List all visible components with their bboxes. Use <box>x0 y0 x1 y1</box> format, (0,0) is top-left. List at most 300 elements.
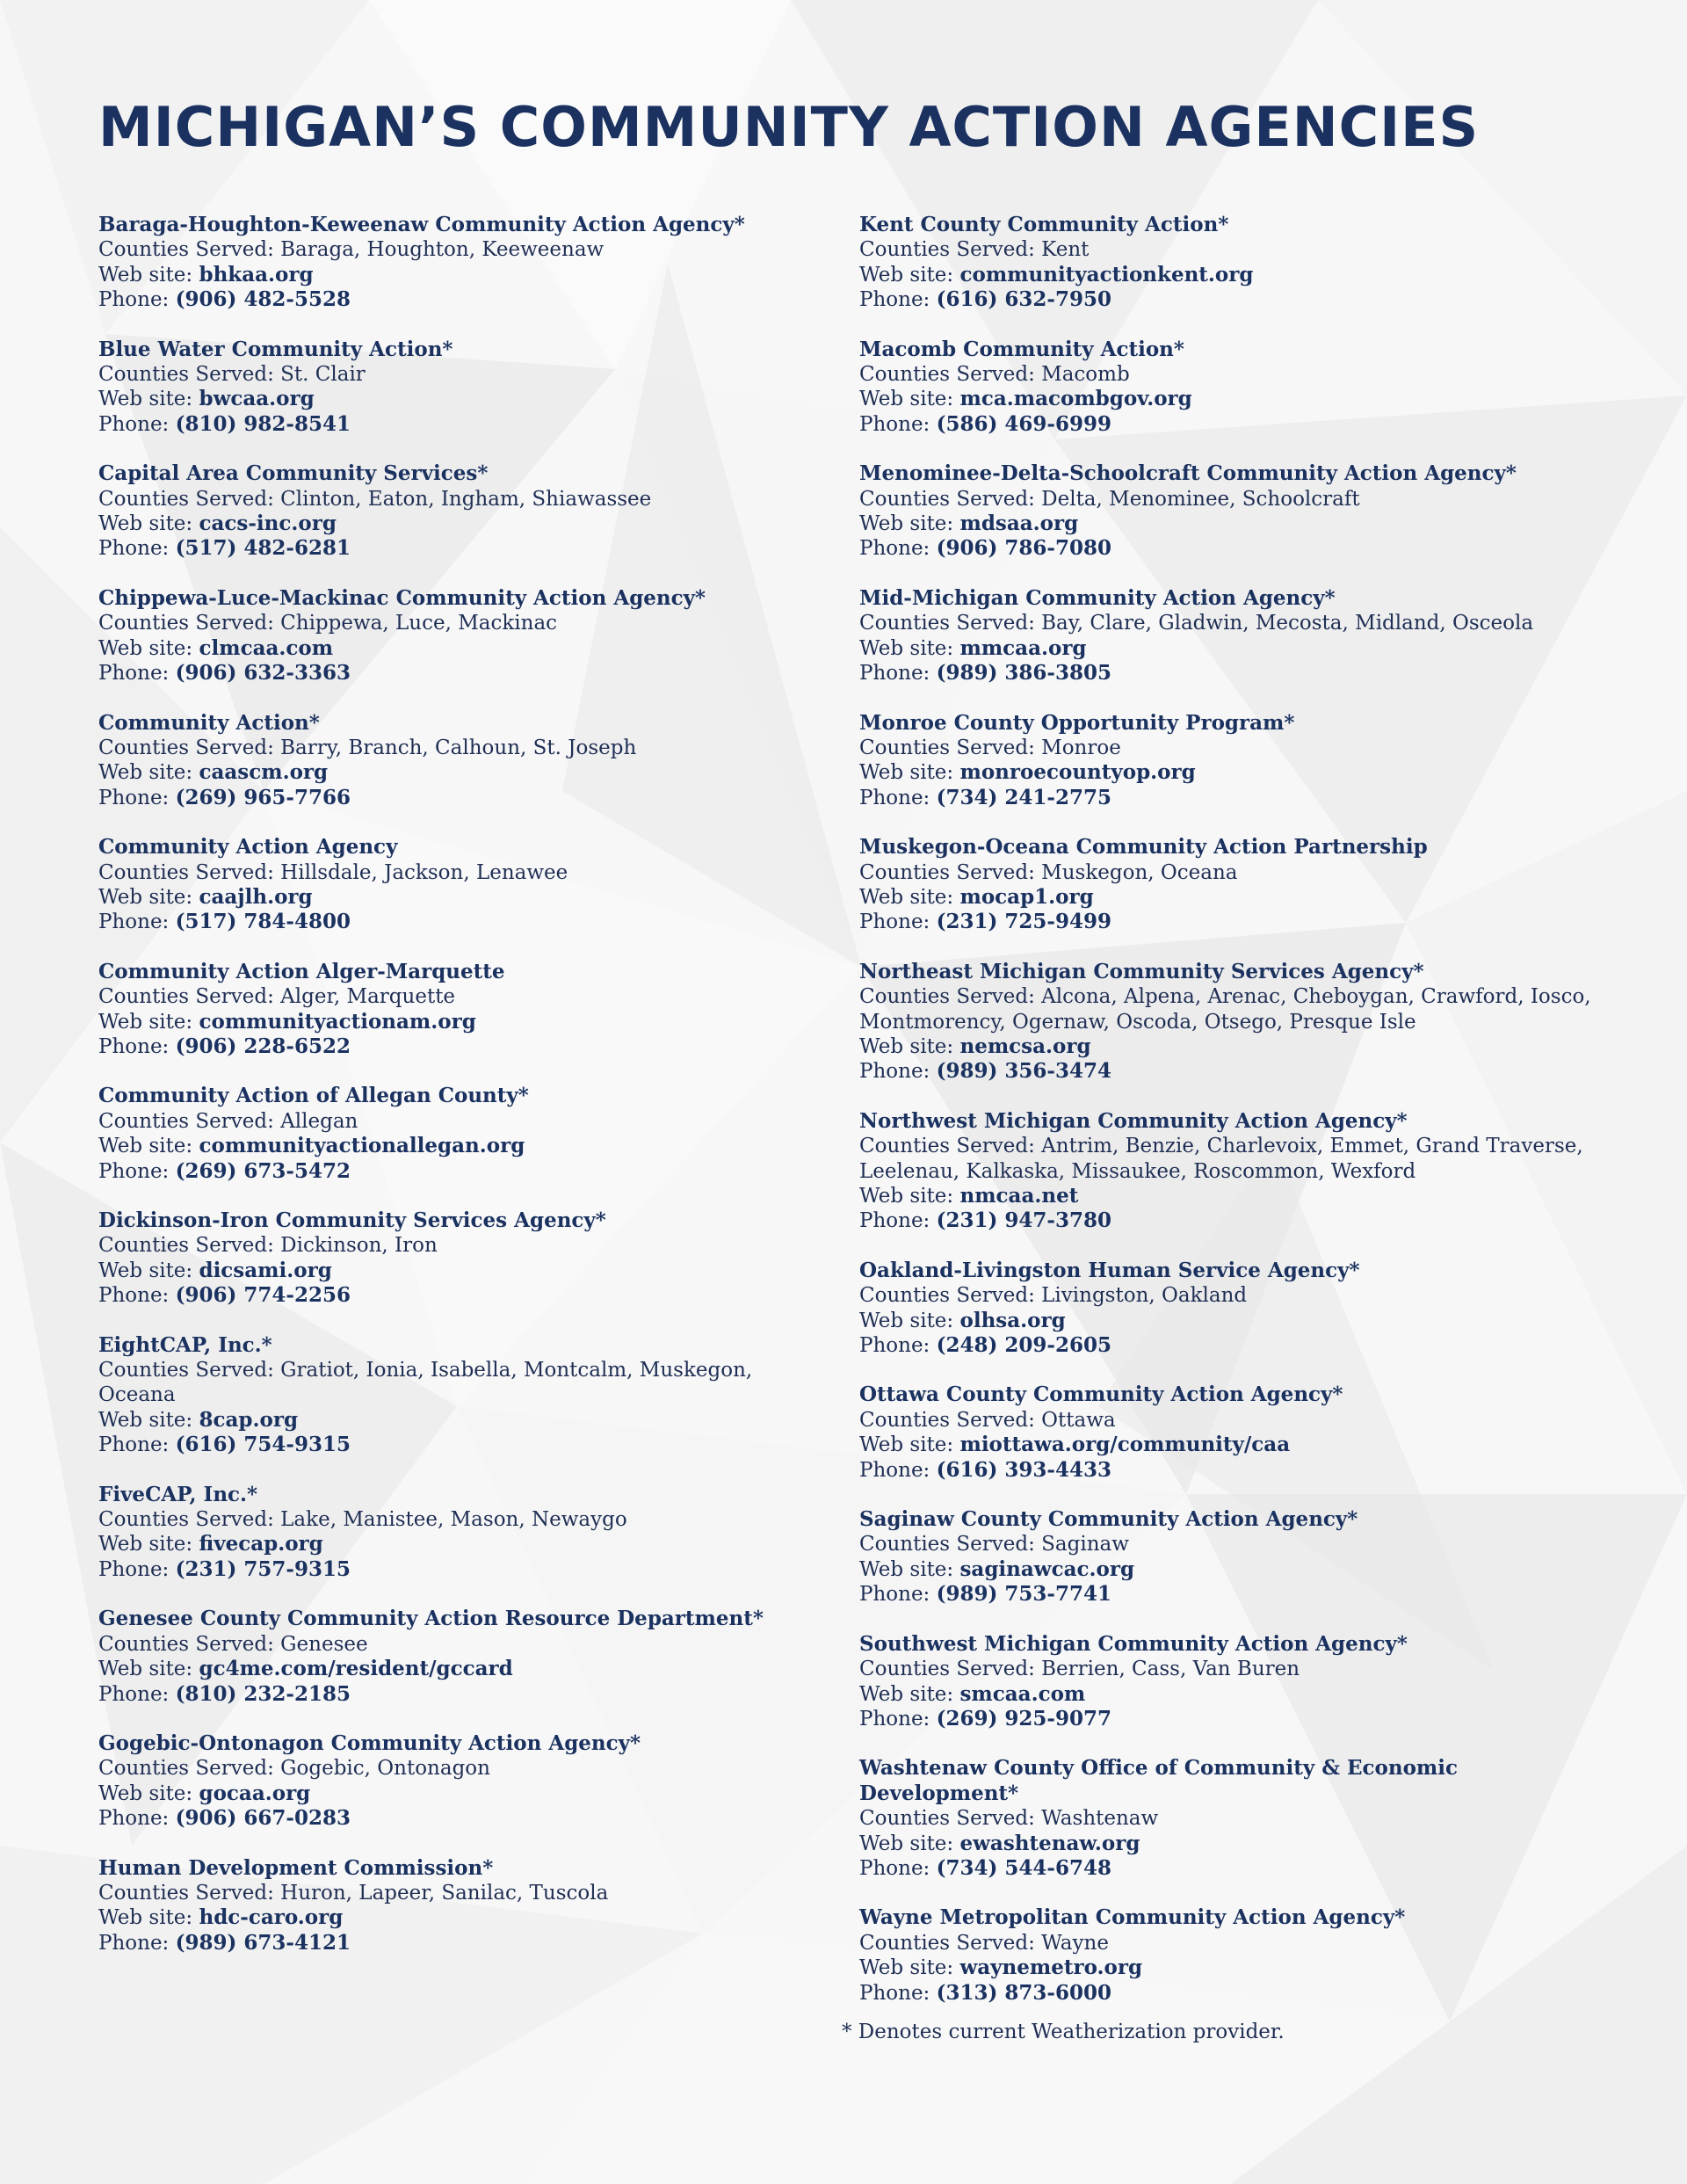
website-label: Web site: <box>859 1034 960 1058</box>
agency-name: Capital Area Community Services* <box>98 461 489 486</box>
agency-entry <box>98 1084 801 1184</box>
website-line <box>859 1832 1615 1856</box>
phone-number: (586) 469-6999 <box>936 411 1111 436</box>
agency-entry <box>859 461 1615 562</box>
counties-served-value: Berrien, Cass, Van Buren <box>1041 1658 1300 1681</box>
agency-name: Human Development Commission* <box>98 1855 494 1880</box>
phone-number: (231) 725-9499 <box>936 910 1111 934</box>
counties-served-line <box>859 1134 1615 1184</box>
agency-name: Kent County Community Action* <box>859 213 1229 236</box>
website-link[interactable]: saginawcac.org <box>959 1556 1135 1581</box>
website-label: Web site: <box>859 512 960 536</box>
counties-served-label: Counties Served: <box>98 1359 281 1382</box>
counties-served-value: Gogebic, Ontonagon <box>280 1757 490 1781</box>
agency-name: Dickinson-Iron Community Services Agency* <box>98 1208 606 1232</box>
agency-entry <box>859 1259 1615 1359</box>
phone-label: Phone: <box>859 786 937 809</box>
counties-served-line <box>98 487 801 512</box>
phone-line <box>98 1806 801 1831</box>
counties-served-label: Counties Served: <box>859 363 1042 387</box>
phone-number: (810) 982-8541 <box>175 411 351 436</box>
agency-name: Community Action Agency <box>98 835 398 860</box>
agency-entry <box>98 711 801 811</box>
counties-served-label: Counties Served: <box>859 238 1042 262</box>
counties-served-label: Counties Served: <box>859 487 1042 511</box>
phone-label: Phone: <box>859 412 937 436</box>
phone-label: Phone: <box>859 288 937 312</box>
website-link[interactable]: bhkaa.org <box>199 262 314 287</box>
website-line <box>98 1408 801 1433</box>
counties-served-line <box>98 1632 801 1657</box>
phone-label: Phone: <box>859 1583 937 1607</box>
phone-number: (906) 774-2256 <box>175 1283 351 1308</box>
counties-served-label: Counties Served: <box>98 487 281 511</box>
agency-entry <box>98 1483 801 1583</box>
phone-number: (906) 667-0283 <box>175 1806 351 1831</box>
phone-line <box>859 1208 1615 1233</box>
phone-line <box>98 786 801 810</box>
website-link[interactable]: caajlh.org <box>199 884 313 909</box>
website-label: Web site: <box>98 1259 199 1282</box>
website-link[interactable]: dicsami.org <box>199 1258 332 1282</box>
phone-number: (810) 232-2185 <box>175 1681 351 1706</box>
website-line <box>98 1657 801 1681</box>
phone-line <box>859 1707 1615 1731</box>
agency-name: Southwest Michigan Community Action Agency* <box>859 1631 1408 1656</box>
counties-served-line <box>859 984 1615 1034</box>
counties-served-label: Counties Served: <box>859 985 1042 1009</box>
counties-served-label: Counties Served: <box>859 736 1042 759</box>
agency-name: Chippewa-Luce-Mackinac Community Action Agency* <box>98 585 706 610</box>
counties-served-label: Counties Served: <box>98 985 281 1009</box>
phone-line <box>859 412 1615 437</box>
website-line <box>98 1532 801 1556</box>
phone-label: Phone: <box>98 1682 176 1706</box>
website-label: Web site: <box>98 388 199 411</box>
agency-name: Blue Water Community Action* <box>98 337 453 361</box>
website-line <box>859 1184 1615 1208</box>
phone-label: Phone: <box>859 1458 937 1482</box>
phone-line <box>859 786 1615 810</box>
phone-line <box>98 536 801 561</box>
counties-served-line <box>98 736 801 760</box>
counties-served-line <box>98 984 801 1009</box>
website-link[interactable]: communityactionallegan.org <box>199 1134 525 1158</box>
counties-served-value: Alcona, Alpena, Arenac, Cheboygan, Crawford, Iosco, Montmorency, Ogernaw, Oscoda, Otsego, Presque Isle <box>859 985 1591 1034</box>
phone-label: Phone: <box>859 911 937 934</box>
counties-served-label: Counties Served: <box>98 860 281 884</box>
counties-served-line <box>98 611 801 635</box>
website-line <box>859 387 1615 411</box>
counties-served-label: Counties Served: <box>859 1931 1042 1955</box>
website-label: Web site: <box>98 1658 199 1681</box>
counties-served-line <box>98 1233 801 1258</box>
website-label: Web site: <box>98 761 199 785</box>
phone-label: Phone: <box>98 1284 176 1308</box>
phone-line <box>859 1856 1615 1881</box>
phone-line <box>98 1557 801 1582</box>
phone-number: (734) 241-2775 <box>936 785 1111 809</box>
phone-line <box>859 1582 1615 1607</box>
phone-line <box>859 287 1615 312</box>
agency-entry <box>859 1905 1615 2006</box>
counties-served-value: Antrim, Benzie, Charlevoix, Emmet, Grand Traverse, Leelenau, Kalkaska, Missaukee, Roscommon, Wexford <box>859 1135 1583 1183</box>
phone-label: Phone: <box>98 1931 176 1955</box>
website-link[interactable]: nemcsa.org <box>959 1034 1091 1058</box>
footnote: * Denotes current Weatherization provider. <box>842 2021 1285 2043</box>
counties-served-label: Counties Served: <box>859 1135 1042 1158</box>
counties-served-value: Barry, Branch, Calhoun, St. Joseph <box>280 736 637 759</box>
website-label: Web site: <box>859 388 960 411</box>
website-link[interactable]: mmcaa.org <box>959 635 1087 660</box>
website-label: Web site: <box>859 1185 960 1208</box>
agency-entry <box>98 1208 801 1309</box>
counties-served-value: Macomb <box>1041 363 1130 387</box>
phone-number: (517) 784-4800 <box>175 910 351 934</box>
agency-entry <box>859 337 1615 438</box>
website-label: Web site: <box>859 636 960 660</box>
website-line <box>98 263 801 287</box>
counties-served-label: Counties Served: <box>98 238 281 262</box>
website-link[interactable]: ewashtenaw.org <box>959 1831 1140 1855</box>
agency-name: Community Action Alger-Marquette <box>98 959 505 983</box>
agency-entry <box>98 1333 801 1458</box>
agency-entry <box>859 1109 1615 1234</box>
agency-name: Oakland-Livingston Human Service Agency* <box>859 1258 1360 1282</box>
phone-line <box>859 661 1615 686</box>
website-label: Web site: <box>98 1906 199 1930</box>
agency-name: Washtenaw County Office of Community & Economic Development* <box>859 1756 1459 1805</box>
phone-line <box>859 1458 1615 1483</box>
phone-line <box>98 1283 801 1308</box>
phone-number: (616) 393-4433 <box>936 1457 1111 1482</box>
phone-number: (906) 632-3363 <box>175 661 351 686</box>
phone-label: Phone: <box>98 911 176 934</box>
website-link[interactable]: waynemetro.org <box>959 1955 1143 1980</box>
counties-served-label: Counties Served: <box>859 860 1042 884</box>
agency-entry <box>859 1756 1615 1881</box>
agency-name: Baraga-Houghton-Keweenaw Community Action Agency* <box>98 213 745 236</box>
phone-line <box>859 1059 1615 1084</box>
website-label: Web site: <box>98 1010 199 1034</box>
phone-label: Phone: <box>859 1707 937 1731</box>
website-link[interactable]: caascm.org <box>199 760 329 785</box>
website-link[interactable]: communityactionam.org <box>199 1009 476 1034</box>
counties-served-line <box>859 362 1615 387</box>
phone-label: Phone: <box>98 662 176 686</box>
counties-served-label: Counties Served: <box>859 612 1042 635</box>
agency-name: FiveCAP, Inc.* <box>98 1482 258 1506</box>
phone-label: Phone: <box>859 537 937 561</box>
phone-number: (906) 228-6522 <box>175 1034 351 1058</box>
agency-entry <box>859 213 1615 313</box>
website-line <box>859 760 1615 785</box>
agency-entry <box>98 461 801 562</box>
agency-entry <box>859 835 1615 935</box>
phone-line <box>859 910 1615 934</box>
counties-served-value: Washtenaw <box>1041 1807 1159 1831</box>
phone-label: Phone: <box>859 1856 937 1880</box>
counties-served-label: Counties Served: <box>859 1408 1042 1432</box>
counties-served-line <box>98 1881 801 1905</box>
counties-served-value: Genesee <box>280 1632 368 1656</box>
website-link[interactable]: miottawa.org/community/caa <box>959 1433 1291 1457</box>
website-link[interactable]: monroecountyop.org <box>959 760 1196 785</box>
agency-entry <box>98 213 801 313</box>
counties-served-value: Monroe <box>1041 736 1121 759</box>
website-line <box>859 636 1615 661</box>
website-line <box>98 885 801 910</box>
phone-label: Phone: <box>98 786 176 809</box>
agency-name: Northeast Michigan Community Services Agency* <box>859 959 1424 983</box>
phone-line <box>859 1981 1615 2006</box>
phone-number: (616) 632-7950 <box>936 287 1111 312</box>
website-line <box>859 885 1615 910</box>
website-line <box>98 387 801 411</box>
counties-served-line <box>98 860 801 885</box>
counties-served-line <box>98 1507 801 1532</box>
counties-served-line <box>859 736 1615 760</box>
agency-name: Genesee County Community Action Resource Department* <box>98 1607 764 1631</box>
website-label: Web site: <box>859 1309 960 1332</box>
website-label: Web site: <box>859 761 960 785</box>
website-link[interactable]: gc4me.com/resident/gccard <box>199 1657 513 1681</box>
phone-number: (906) 786-7080 <box>936 536 1111 561</box>
phone-number: (231) 757-9315 <box>175 1556 351 1581</box>
agency-entry <box>98 835 801 935</box>
phone-label: Phone: <box>98 1159 176 1183</box>
phone-label: Phone: <box>98 1557 176 1581</box>
website-link[interactable]: fivecap.org <box>199 1532 323 1556</box>
website-link[interactable]: mdsaa.org <box>959 512 1079 536</box>
phone-label: Phone: <box>98 412 176 436</box>
phone-number: (231) 947-3780 <box>936 1208 1111 1233</box>
website-line <box>98 1134 801 1158</box>
phone-label: Phone: <box>98 288 176 312</box>
phone-label: Phone: <box>859 1209 937 1233</box>
phone-number: (517) 482-6281 <box>175 536 351 561</box>
agency-name: Wayne Metropolitan Community Action Agency* <box>859 1905 1406 1930</box>
counties-served-line <box>98 362 801 387</box>
website-link[interactable]: bwcaa.org <box>199 387 315 411</box>
website-link[interactable]: cacs-inc.org <box>199 512 337 536</box>
page-title: MICHIGAN’S COMMUNITY ACTION AGENCIES <box>98 95 1480 159</box>
website-link[interactable]: mca.macombgov.org <box>959 387 1192 411</box>
website-line <box>98 1905 801 1930</box>
phone-label: Phone: <box>859 1334 937 1358</box>
counties-served-value: Clinton, Eaton, Ingham, Shiawassee <box>280 487 652 511</box>
phone-label: Phone: <box>98 1433 176 1457</box>
phone-line <box>859 536 1615 561</box>
website-label: Web site: <box>859 1433 960 1457</box>
website-line <box>859 1557 1615 1582</box>
website-label: Web site: <box>98 1533 199 1556</box>
website-label: Web site: <box>98 636 199 660</box>
counties-served-value: Alger, Marquette <box>280 985 456 1009</box>
agency-entry <box>98 337 801 438</box>
agency-name: Northwest Michigan Community Action Agency* <box>859 1108 1408 1133</box>
website-line <box>859 263 1615 287</box>
website-link[interactable]: clmcaa.com <box>199 635 334 660</box>
counties-served-line <box>98 1109 801 1134</box>
phone-line <box>98 1159 801 1184</box>
phone-number: (269) 925-9077 <box>936 1706 1111 1731</box>
agency-entry <box>859 1507 1615 1607</box>
counties-served-value: Bay, Clare, Gladwin, Mecosta, Midland, Osceola <box>1041 612 1534 635</box>
phone-label: Phone: <box>98 1807 176 1831</box>
counties-served-value: Allegan <box>280 1109 358 1133</box>
phone-line <box>98 412 801 437</box>
agency-entry <box>859 711 1615 811</box>
website-label: Web site: <box>859 885 960 909</box>
counties-served-label: Counties Served: <box>98 1508 281 1532</box>
website-line <box>859 1682 1615 1707</box>
phone-number: (989) 753-7741 <box>936 1582 1111 1607</box>
counties-served-value: Wayne <box>1041 1931 1109 1955</box>
agency-name: Muskegon-Oceana Community Action Partnership <box>859 835 1428 860</box>
website-link[interactable]: 8cap.org <box>199 1407 299 1432</box>
counties-served-value: Kent <box>1041 238 1090 262</box>
counties-served-value: Delta, Menominee, Schoolcraft <box>1041 487 1360 511</box>
website-label: Web site: <box>859 1682 960 1706</box>
agency-entry <box>859 586 1615 686</box>
counties-served-label: Counties Served: <box>98 1234 281 1258</box>
phone-number: (989) 673-4121 <box>175 1930 351 1955</box>
phone-line <box>98 661 801 686</box>
website-label: Web site: <box>98 263 199 287</box>
phone-label: Phone: <box>859 662 937 686</box>
agency-name: Menominee-Delta-Schoolcraft Community Action Agency* <box>859 461 1517 486</box>
agency-name: Saginaw County Community Action Agency* <box>859 1507 1358 1532</box>
counties-served-line <box>859 860 1615 885</box>
website-line <box>859 1955 1615 1980</box>
agency-name: Macomb Community Action* <box>859 337 1184 361</box>
agency-entry <box>98 1607 801 1707</box>
phone-line <box>98 1931 801 1955</box>
counties-served-value: Chippewa, Luce, Mackinac <box>280 612 558 635</box>
counties-served-line <box>859 1532 1615 1556</box>
counties-served-value: Dickinson, Iron <box>280 1234 438 1258</box>
website-link[interactable]: smcaa.com <box>959 1681 1086 1706</box>
counties-served-label: Counties Served: <box>98 363 281 387</box>
counties-served-value: Lake, Manistee, Mason, Newaygo <box>280 1508 627 1532</box>
phone-line <box>98 1682 801 1707</box>
phone-number: (906) 482-5528 <box>175 287 351 312</box>
agency-entry <box>859 1632 1615 1732</box>
agency-name: Ottawa County Community Action Agency* <box>859 1382 1343 1407</box>
website-label: Web site: <box>98 885 199 909</box>
phone-number: (989) 356-3474 <box>936 1059 1111 1084</box>
phone-number: (269) 965-7766 <box>175 785 351 809</box>
website-line <box>98 760 801 785</box>
agency-entry <box>98 960 801 1060</box>
counties-served-line <box>98 237 801 262</box>
phone-line <box>859 1333 1615 1358</box>
phone-line <box>98 287 801 312</box>
website-line <box>859 1309 1615 1333</box>
agency-entry <box>98 586 801 686</box>
phone-line <box>98 910 801 934</box>
website-label: Web site: <box>859 1557 960 1581</box>
agency-entry <box>98 1856 801 1956</box>
counties-served-line <box>859 237 1615 262</box>
agency-name: Monroe County Opportunity Program* <box>859 710 1295 735</box>
agency-list-right <box>859 213 1615 2030</box>
agency-name: Mid-Michigan Community Action Agency* <box>859 585 1336 610</box>
phone-label: Phone: <box>98 1034 176 1058</box>
phone-line <box>98 1034 801 1059</box>
counties-served-value: Saginaw <box>1041 1533 1129 1556</box>
agency-name: Gogebic-Ontonagon Community Action Agency* <box>98 1731 641 1755</box>
counties-served-label: Counties Served: <box>98 1881 281 1905</box>
website-link[interactable]: mocap1.org <box>959 884 1094 909</box>
website-label: Web site: <box>98 1781 199 1805</box>
phone-line <box>98 1433 801 1457</box>
phone-label: Phone: <box>859 1981 937 2005</box>
agency-name: EightCAP, Inc.* <box>98 1332 272 1357</box>
counties-served-line <box>98 1358 801 1408</box>
phone-label: Phone: <box>98 537 176 561</box>
website-line <box>859 1433 1615 1457</box>
counties-served-value: Gratiot, Ionia, Isabella, Montcalm, Muskegon, Oceana <box>98 1359 753 1407</box>
counties-served-value: Livingston, Oakland <box>1041 1284 1248 1308</box>
counties-served-label: Counties Served: <box>859 1284 1042 1308</box>
phone-number: (616) 754-9315 <box>175 1433 351 1457</box>
website-line <box>98 636 801 661</box>
counties-served-line <box>859 1806 1615 1831</box>
website-label: Web site: <box>98 512 199 536</box>
website-link[interactable]: communityactionkent.org <box>959 262 1254 287</box>
phone-number: (989) 386-3805 <box>936 661 1111 686</box>
agency-list-left <box>98 213 801 1980</box>
counties-served-label: Counties Served: <box>98 736 281 759</box>
website-link[interactable]: olhsa.org <box>959 1308 1066 1332</box>
website-label: Web site: <box>98 1135 199 1158</box>
website-label: Web site: <box>859 263 960 287</box>
website-link[interactable]: hdc-caro.org <box>199 1905 344 1930</box>
phone-number: (313) 873-6000 <box>936 1980 1111 2005</box>
counties-served-line <box>859 487 1615 512</box>
counties-served-value: Baraga, Houghton, Keeweenaw <box>280 238 605 262</box>
counties-served-line <box>859 611 1615 635</box>
counties-served-label: Counties Served: <box>859 1533 1042 1556</box>
phone-label: Phone: <box>859 1060 937 1084</box>
counties-served-label: Counties Served: <box>859 1807 1042 1831</box>
website-label: Web site: <box>859 1832 960 1855</box>
website-line <box>859 1034 1615 1059</box>
counties-served-label: Counties Served: <box>98 1757 281 1781</box>
website-label: Web site: <box>859 1956 960 1980</box>
counties-served-line <box>859 1931 1615 1955</box>
website-line <box>859 512 1615 536</box>
website-line <box>98 1010 801 1034</box>
website-label: Web site: <box>98 1408 199 1432</box>
counties-served-line <box>859 1283 1615 1308</box>
counties-served-label: Counties Served: <box>98 1632 281 1656</box>
website-link[interactable]: gocaa.org <box>199 1781 311 1805</box>
website-line <box>98 512 801 536</box>
counties-served-label: Counties Served: <box>859 1658 1042 1681</box>
agency-name: Community Action* <box>98 710 320 735</box>
website-line <box>98 1781 801 1806</box>
counties-served-line <box>859 1657 1615 1681</box>
counties-served-value: St. Clair <box>280 363 366 387</box>
agency-entry <box>98 1731 801 1832</box>
website-link[interactable]: nmcaa.net <box>959 1184 1079 1208</box>
website-line <box>98 1259 801 1283</box>
agency-name: Community Action of Allegan County* <box>98 1084 529 1108</box>
counties-served-label: Counties Served: <box>98 1109 281 1133</box>
